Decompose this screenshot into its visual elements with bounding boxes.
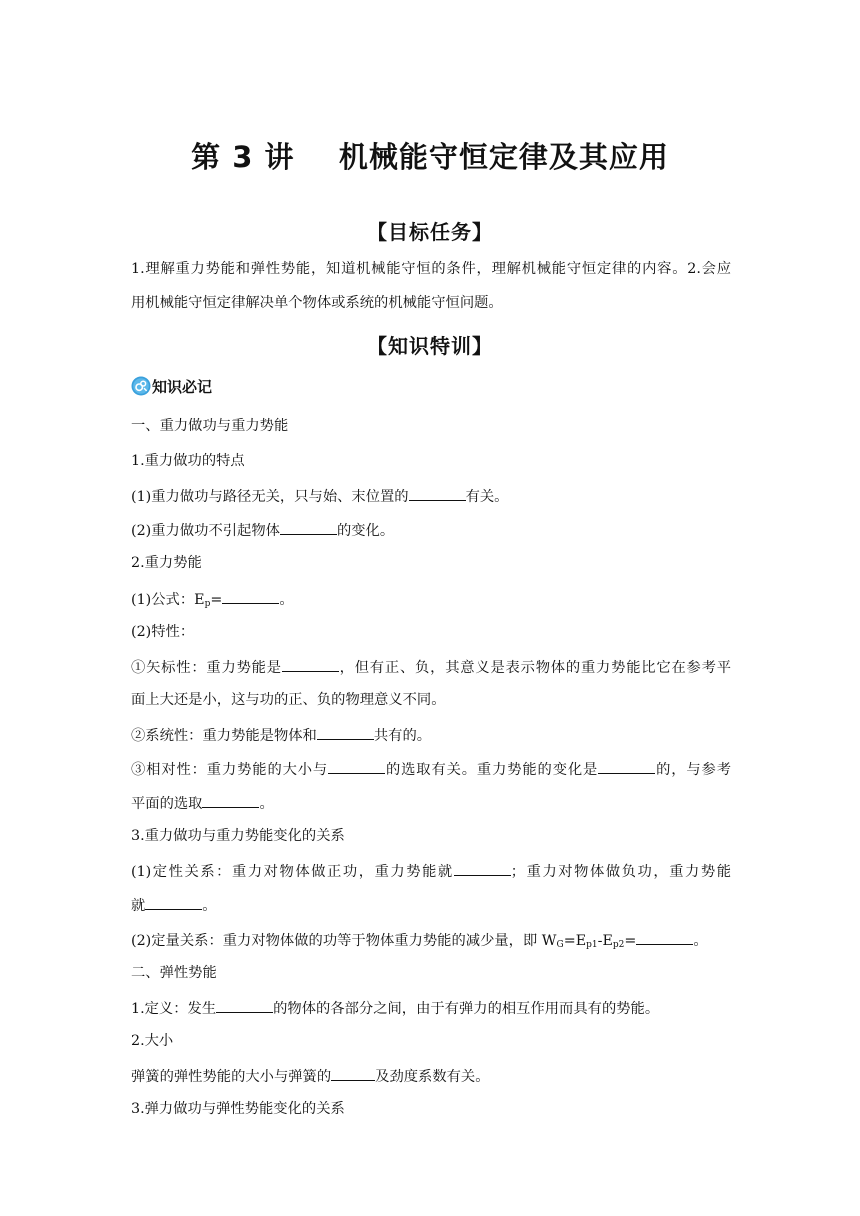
s2-item-2: 2.大小 [131, 1033, 174, 1049]
s1-item-3: 3.重力做功与重力势能变化的关系 [131, 828, 345, 844]
s1-item-2c [131, 656, 731, 678]
fill-blank[interactable] [409, 485, 466, 501]
text: ，但有正、负，其意义是表示物体的重力势能比它在参考平 [338, 660, 732, 676]
s1-item-2c-cont: 面上大还是小，这与功的正、负的物理意义不同。 [131, 692, 446, 708]
s1-item-2b: (2)特性： [131, 624, 195, 640]
subscript: p2 [612, 940, 625, 950]
text: (1)定性关系：重力对物体做正功，重力势能就 [131, 864, 454, 880]
text: 的，与参考 [655, 762, 732, 778]
subscript: G [556, 940, 564, 950]
text: 。 [279, 592, 294, 608]
text: (1)公式：E [131, 592, 205, 608]
s1-item-2: 2.重力势能 [131, 555, 202, 571]
s2-item-1 [131, 997, 731, 1019]
text: 平面的选取 [131, 796, 203, 812]
fill-blank[interactable] [331, 1065, 375, 1081]
fill-blank[interactable] [202, 792, 259, 808]
subscript: p1 [586, 940, 598, 950]
s1-item-3a [131, 860, 731, 882]
fill-blank[interactable] [636, 929, 693, 945]
text: = [210, 592, 223, 608]
knowledge-icon [131, 376, 151, 396]
text: 及劲度系数有关。 [375, 1069, 490, 1085]
s1-item-2e [131, 758, 731, 780]
knowledge-label: 知识必记 [152, 377, 213, 396]
text: ①矢标性：重力势能是 [131, 660, 282, 676]
text: 就 [131, 898, 146, 914]
fill-blank[interactable] [317, 724, 374, 740]
s1-item-2d [131, 724, 731, 746]
s2-item-3: 3.弹力做功与弹性势能变化的关系 [131, 1101, 345, 1117]
fill-blank[interactable] [280, 519, 337, 535]
text: ③相对性：重力势能的大小与 [131, 762, 329, 778]
text: -E [597, 933, 613, 949]
text: ②系统性：重力势能是物体和 [131, 728, 317, 744]
text: = [624, 933, 637, 949]
s1-item-1a [131, 485, 731, 507]
s1-item-3b [131, 929, 731, 955]
fill-blank[interactable] [328, 758, 385, 774]
text: 的选取有关。重力势能的变化是 [385, 762, 599, 778]
fill-blank[interactable] [454, 860, 511, 876]
fill-blank[interactable] [222, 588, 279, 604]
section-2-title: 二、弹性势能 [131, 965, 217, 981]
training-heading: 【知识特训】 [367, 334, 493, 358]
s2-item-2a [131, 1065, 731, 1087]
text: 有关。 [465, 489, 509, 505]
fill-blank[interactable] [282, 656, 339, 672]
text: =E [563, 933, 587, 949]
text: 。 [202, 898, 217, 914]
text: 的物体的各部分之间，由于有弹力的相互作用而具有的势能。 [273, 1001, 660, 1017]
text: 的变化。 [336, 523, 395, 539]
text: (2)定量关系：重力对物体做的功等于物体重力势能的减少量，即 W [131, 933, 557, 949]
goals-heading: 【目标任务】 [367, 220, 493, 244]
text: (1)重力做功与路径无关，只与始、末位置的 [131, 489, 409, 505]
text: 弹簧的弹性势能的大小与弹簧的 [131, 1069, 332, 1085]
goals-text-line-2: 用机械能守恒定律解决单个物体或系统的机械能守恒问题。 [131, 295, 503, 311]
fill-blank[interactable] [145, 894, 202, 910]
text: 。 [259, 796, 274, 812]
text: ；重力对物体做负功，重力势能 [510, 864, 732, 880]
s1-item-1b [131, 519, 731, 541]
s1-item-2a [131, 588, 731, 614]
section-1-title: 一、重力做功与重力势能 [131, 418, 289, 434]
s1-item-1: 1.重力做功的特点 [131, 453, 245, 469]
goals-text-line-1: 1.理解重力势能和弹性势能，知道机械能守恒的条件，理解机械能守恒定律的内容。2.会应 [131, 261, 731, 277]
text: 。 [693, 933, 708, 949]
s1-item-3a-cont [131, 894, 731, 916]
lesson-title: 第 3 讲 机械能守恒定律及其应用 [191, 140, 669, 174]
s1-item-2e-cont [131, 792, 731, 814]
text: 共有的。 [373, 728, 432, 744]
subscript: p [204, 599, 211, 609]
knowledge-header [131, 374, 212, 398]
fill-blank[interactable] [216, 997, 273, 1013]
text: 1.定义：发生 [131, 1001, 217, 1017]
fill-blank[interactable] [598, 758, 655, 774]
text: (2)重力做功不引起物体 [131, 523, 280, 539]
